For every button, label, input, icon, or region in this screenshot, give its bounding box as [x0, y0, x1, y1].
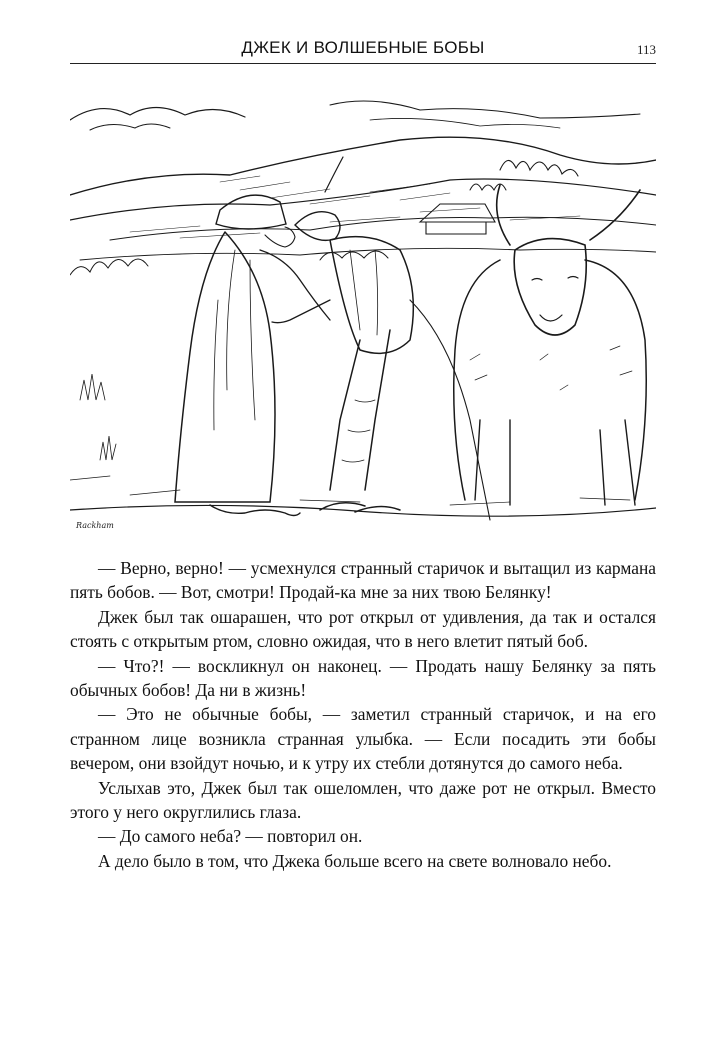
page-number: 113 [636, 42, 656, 57]
artist-signature: Rackham [76, 521, 114, 530]
story-text [70, 556, 656, 873]
illustration [70, 100, 656, 532]
paragraph: Джек был так ошарашен, что рот открыл от удивления, да так и остался стоять с открытым ртом, словно ожидая, что в него влетит пятый боб. [70, 606, 656, 652]
paragraph: А дело было в том, что Джека больше всего на свете волновало небо. [98, 850, 612, 871]
paragraph: — До самого неба? — повторил он. [98, 826, 363, 847]
running-header [70, 36, 656, 64]
header-rule [70, 63, 656, 64]
paragraph: — Это не обычные бобы, — заметил странный старичок, и на его странном лице возникла странная улыбка. — Если посадить эти бобы вечером, они взойдут ночью, и к утру их стебли дотянутся до самого неба. [70, 704, 656, 774]
pen-ink-drawing [70, 100, 656, 532]
paragraph: — Верно, верно! — усмехнулся странный старичок и вытащил из кармана пять бобов. — Вот, смотри! Продай-ка мне за них твою Белянку! [70, 558, 656, 603]
chapter-title: ДЖЕК И ВОЛШЕБНЫЕ БОБЫ [241, 38, 485, 57]
paragraph: Услыхав это, Джек был так ошеломлен, что даже рот не открыл. Вместо этого у него округлились глаза. [70, 777, 656, 823]
paragraph: — Что?! — воскликнул он наконец. — Продать нашу Белянку за пять обычных бобов! Да ни в жизнь! [70, 655, 656, 701]
